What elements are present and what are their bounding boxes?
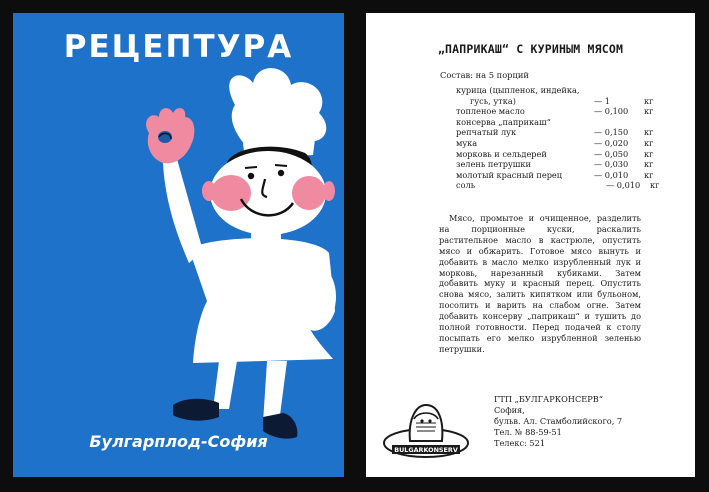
card-front-publisher: Булгарплод-София — [89, 432, 268, 451]
chef-coat — [189, 238, 335, 363]
address-line: ГТП „БУЛГАРКОНСЕРВ“ — [494, 394, 603, 404]
ingredient-list — [456, 85, 666, 191]
ingredient-row: курица (цыпленок, индейка, — [456, 85, 580, 95]
ingredient-row: морковь и сельдерей — 0,050 кг — [456, 148, 654, 159]
ingredient-row: мука — 0,020 кг — [456, 137, 654, 148]
ingredient-row: гусь, утка) — 1 кг — [470, 95, 654, 106]
address-line: бульв. Ал. Стамболийского, 7 — [494, 415, 623, 426]
recipe-title: „ПАПРИКАШ“ С КУРИНЫМ МЯСОМ — [437, 42, 624, 56]
recipe-method: Мясо, промытое и очищенное, разделить на порционные куски, раскалить растительное масло в кастрюле, опустить мясо и обжарить. Готовое мясо вынуть и добавить в масло мелко изрубленный лук и морковь, нарезанный кубиками. Затем добавить муку и красный перец. Опустить снова мясо, залить кипятком или бульоном, посолить и варить на слабом огне. Затем добавить консерву „паприкаш“ и тушить до полной готовности. Перед подачей к столу посыпать его мелко изрубленной зеленью петрушки. — [439, 213, 641, 354]
ingredient-row: консерва „паприкаш“ — [456, 116, 551, 127]
servings-line: Состав: на 5 порций — [440, 70, 529, 80]
chef-illustration — [13, 13, 344, 477]
recipe-card-front — [13, 13, 344, 477]
ingredient-row: зелень петрушки — 0,030 кг — [456, 159, 654, 170]
chef-shoe-left — [173, 399, 219, 421]
bulgarkonserv-logo — [380, 399, 472, 461]
card-front-title: РЕЦЕПТУРА — [63, 29, 294, 65]
address-line: Телекс: 521 — [494, 437, 546, 448]
publisher-address — [494, 394, 622, 449]
chef-cheek-right — [292, 176, 326, 210]
ingredient-row: репчатый лук — 0,150 кг — [456, 127, 654, 138]
address-line: София, — [494, 404, 525, 415]
recipe-card-back — [366, 13, 695, 477]
chef-hat — [229, 68, 326, 145]
ingredient-row: топленое масло — 0,100 кг — [456, 106, 654, 117]
svg-text:BULGARKONSERV: BULGARKONSERV — [394, 446, 458, 455]
ingredient-row: соль — 0,010 кг — [456, 180, 660, 191]
ingredient-row: молотый красный перец — 0,010 кг — [456, 169, 654, 180]
address-line: Тел. № 88-59-51 — [494, 426, 562, 437]
